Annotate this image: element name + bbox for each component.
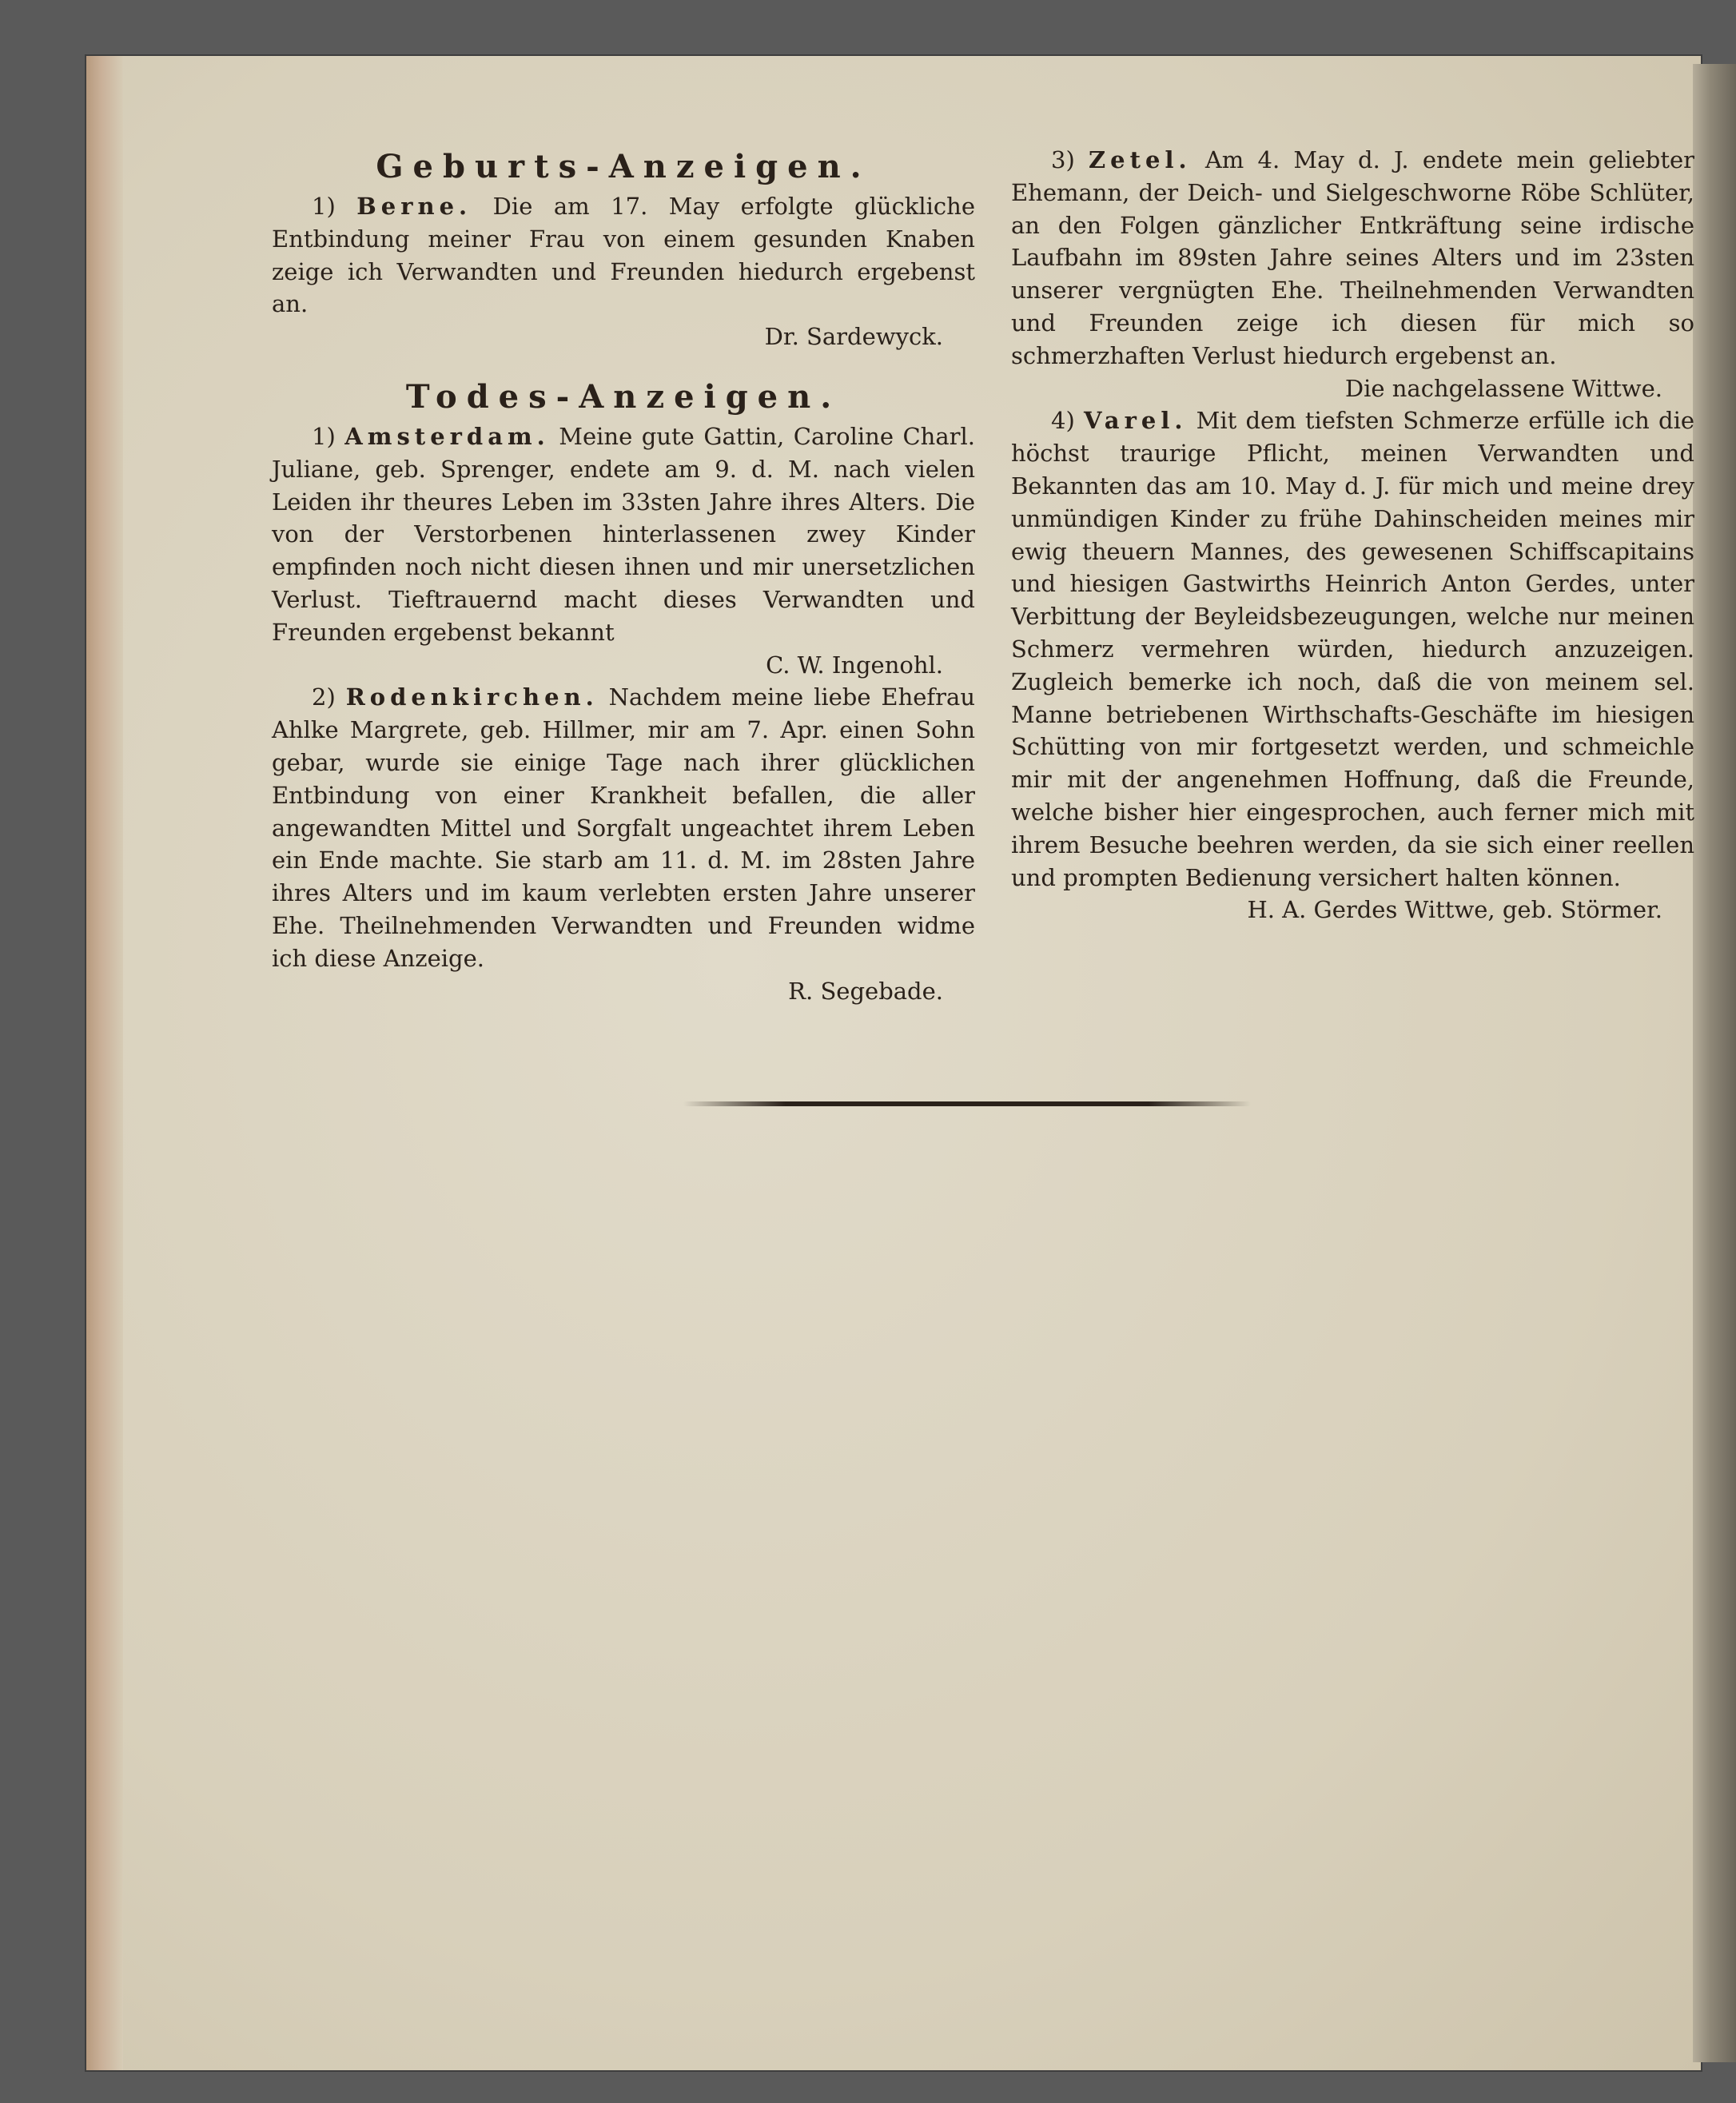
section-divider-rule (683, 1101, 1251, 1106)
death-notice-amsterdam (272, 420, 975, 681)
notice-place: Amsterdam. (344, 422, 550, 450)
notice-number: 1) (312, 193, 336, 220)
left-column (272, 144, 975, 1007)
notice-place: Varel. (1083, 407, 1188, 435)
death-notice-rodenkirchen (272, 681, 975, 1007)
notice-place: Berne. (356, 193, 472, 220)
notice-signature: Dr. Sardewyck. (764, 323, 943, 351)
notice-signature: C. W. Ingenohl. (766, 651, 943, 679)
notice-text: Meine gute Gattin, Caroline Charl. Juliane, geb. Sprenger, endete am 9. d. M. nach vielen Leiden ihr theures Leben im 33sten Jahre ihres Alters. Die von der Verstorbenen hinterlassenen zwey Kinder empfinden noch nicht diesen ihnen und mir unersetzlichen Verlust. Tieftrauernd macht dieses Verwandten und Freunden ergebenst bekannt (272, 422, 975, 646)
notice-signature: Die nachgelassene Wittwe. (1344, 374, 1662, 402)
notice-number: 2) (312, 683, 336, 711)
deaths-heading: Todes-Anzeigen. (405, 377, 842, 416)
notice-text: Die am 17. May erfolgte glückliche Entbindung meiner Frau von einem gesunden Knaben zeige ich Verwandten und Freunden hiedurch ergebenst an. (272, 193, 976, 318)
notice-signature: H. A. Gerdes Wittwe, geb. Störmer. (1247, 896, 1662, 924)
notice-number: 4) (1051, 407, 1075, 435)
notice-text: Mit dem tiefsten Schmerze erfülle ich die höchst traurige Pflicht, meinen Verwandten und Bekannten das am 10. May d. J. für mich und meine drey unmündigen Kinder zu frühe Dahinscheiden meines mir ewig theuern Mannes, des gewesenen Schiffscapitains und hiesigen Gastwirths Heinrich Anton Gerdes, unter Verbittung der Beyleidsbezeugungen, welche nur meinen Schmerz vermehren würden, hiedurch anzuzeigen. Zugleich bemerke ich noch, daß die von meinem sel. Manne betriebenen Wirthschafts-Geschäfte im hiesigen Schütting von mir fortgesetzt werden, und schmeichle mir mit der angenehmen Hoffnung, daß die Freunde, welche bisher hier eingesprochen, auch ferner mich mit ihrem Besuche beehren werden, da sie sich einer reellen und prompten Bedienung versichert halten können. (1011, 407, 1695, 891)
notice-place: Zetel. (1089, 146, 1192, 173)
death-notice-varel (1011, 404, 1694, 926)
death-notice-zetel (1011, 144, 1694, 404)
page-binding-edge (86, 56, 123, 2070)
right-column (1011, 144, 1694, 926)
notice-text: Nachdem meine liebe Ehefrau Ahlke Margrete, geb. Hillmer, mir am 7. Apr. einen Sohn gebar, wurde sie einige Tage nach ihrer glücklichen Entbindung von einer Krankheit befallen, die aller angewandten Mittel und Sorgfalt ungeachtet ihrem Leben ein Ende machte. Sie starb am 11. d. M. im 28sten Jahre ihres Alters und im kaum verlebten ersten Jahre unserer Ehe. Theilnehmenden Verwandten und Freunden widme ich diese Anzeige. (272, 683, 975, 972)
notice-number: 1) (312, 422, 336, 450)
next-page-edge (1693, 64, 1736, 2062)
birth-notice-berne (272, 190, 975, 353)
notice-text: Am 4. May d. J. endete mein geliebter Ehemann, der Deich- und Sielgeschworne Röbe Schlüter, an den Folgen gänzlicher Entkräftung seine irdische Laufbahn im 89sten Jahre seines Alters und im 23sten unserer vergnügten Ehe. Theilnehmenden Verwandten und Freunden zeige ich diesen für mich so schmerzhaften Verlust hiedurch ergebenst an. (1011, 146, 1694, 369)
notice-signature: R. Segebade. (788, 977, 943, 1005)
notice-number: 3) (1051, 146, 1075, 173)
notice-place: Rodenkirchen. (345, 683, 599, 711)
births-heading: Geburts-Anzeigen. (376, 148, 871, 185)
